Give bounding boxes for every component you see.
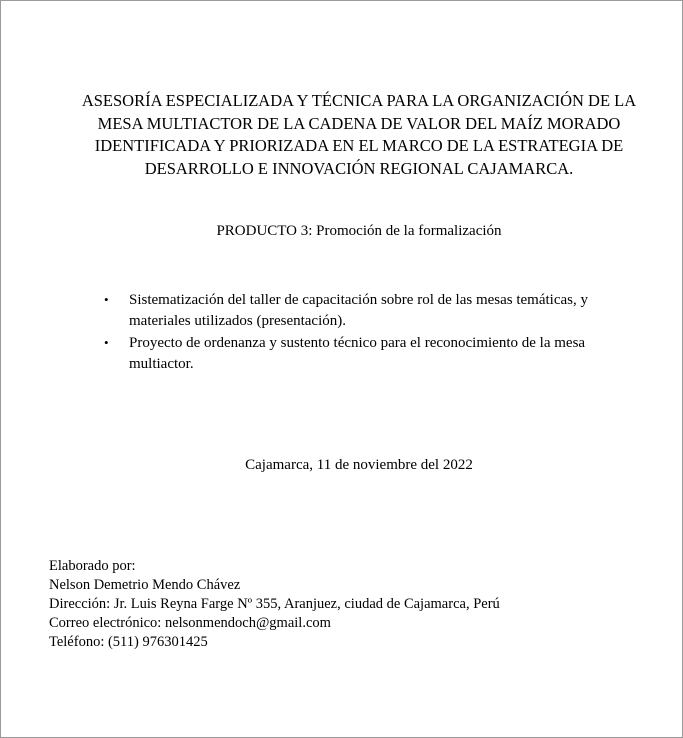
author-phone: Teléfono: (511) 976301425: [49, 634, 208, 650]
author-address: Dirección: Jr. Luis Reyna Farge Nº 355, Aranjuez, ciudad de Cajamarca, Perú: [49, 596, 500, 612]
author-email: Correo electrónico: nelsonmendoch@gmail.com: [49, 615, 331, 631]
prepared-by-label: Elaborado por:: [49, 558, 136, 574]
author-block: [49, 557, 669, 652]
bullet-icon: •: [104, 335, 109, 350]
title-line: ASESORÍA ESPECIALIZADA Y TÉCNICA PARA LA ORGANIZACIÓN DE LA: [81, 91, 637, 110]
title-line: MESA MULTIACTOR DE LA CADENA DE VALOR DEL MAÍZ MORADO: [97, 113, 621, 133]
list-item-text: [129, 290, 669, 331]
document-title: [41, 90, 677, 180]
list-item-line: materiales utilizados (presentación).: [129, 312, 346, 329]
bullet-icon: •: [104, 292, 109, 307]
author-name: Nelson Demetrio Mendo Chávez: [49, 577, 241, 593]
list-item-line: Sistematización del taller de capacitación sobre rol de las mesas temáticas, y: [129, 292, 588, 308]
title-line: IDENTIFICADA Y PRIORIZADA EN EL MARCO DE LA ESTRATEGIA DE: [94, 136, 624, 155]
deliverables-list: [99, 290, 669, 376]
document-date: Cajamarca, 11 de noviembre del 2022: [245, 457, 473, 473]
list-item-text: [129, 333, 669, 374]
list-item: [99, 290, 669, 331]
list-item-line: multiactor.: [129, 355, 194, 372]
list-item: [99, 333, 669, 374]
list-item-line: Proyecto de ordenanza y sustento técnico para el reconocimiento de la mesa: [129, 335, 586, 351]
title-line: DESARROLLO E INNOVACIÓN REGIONAL CAJAMARCA.: [144, 158, 574, 178]
product-heading: PRODUCTO 3: Promoción de la formalización: [216, 223, 502, 239]
